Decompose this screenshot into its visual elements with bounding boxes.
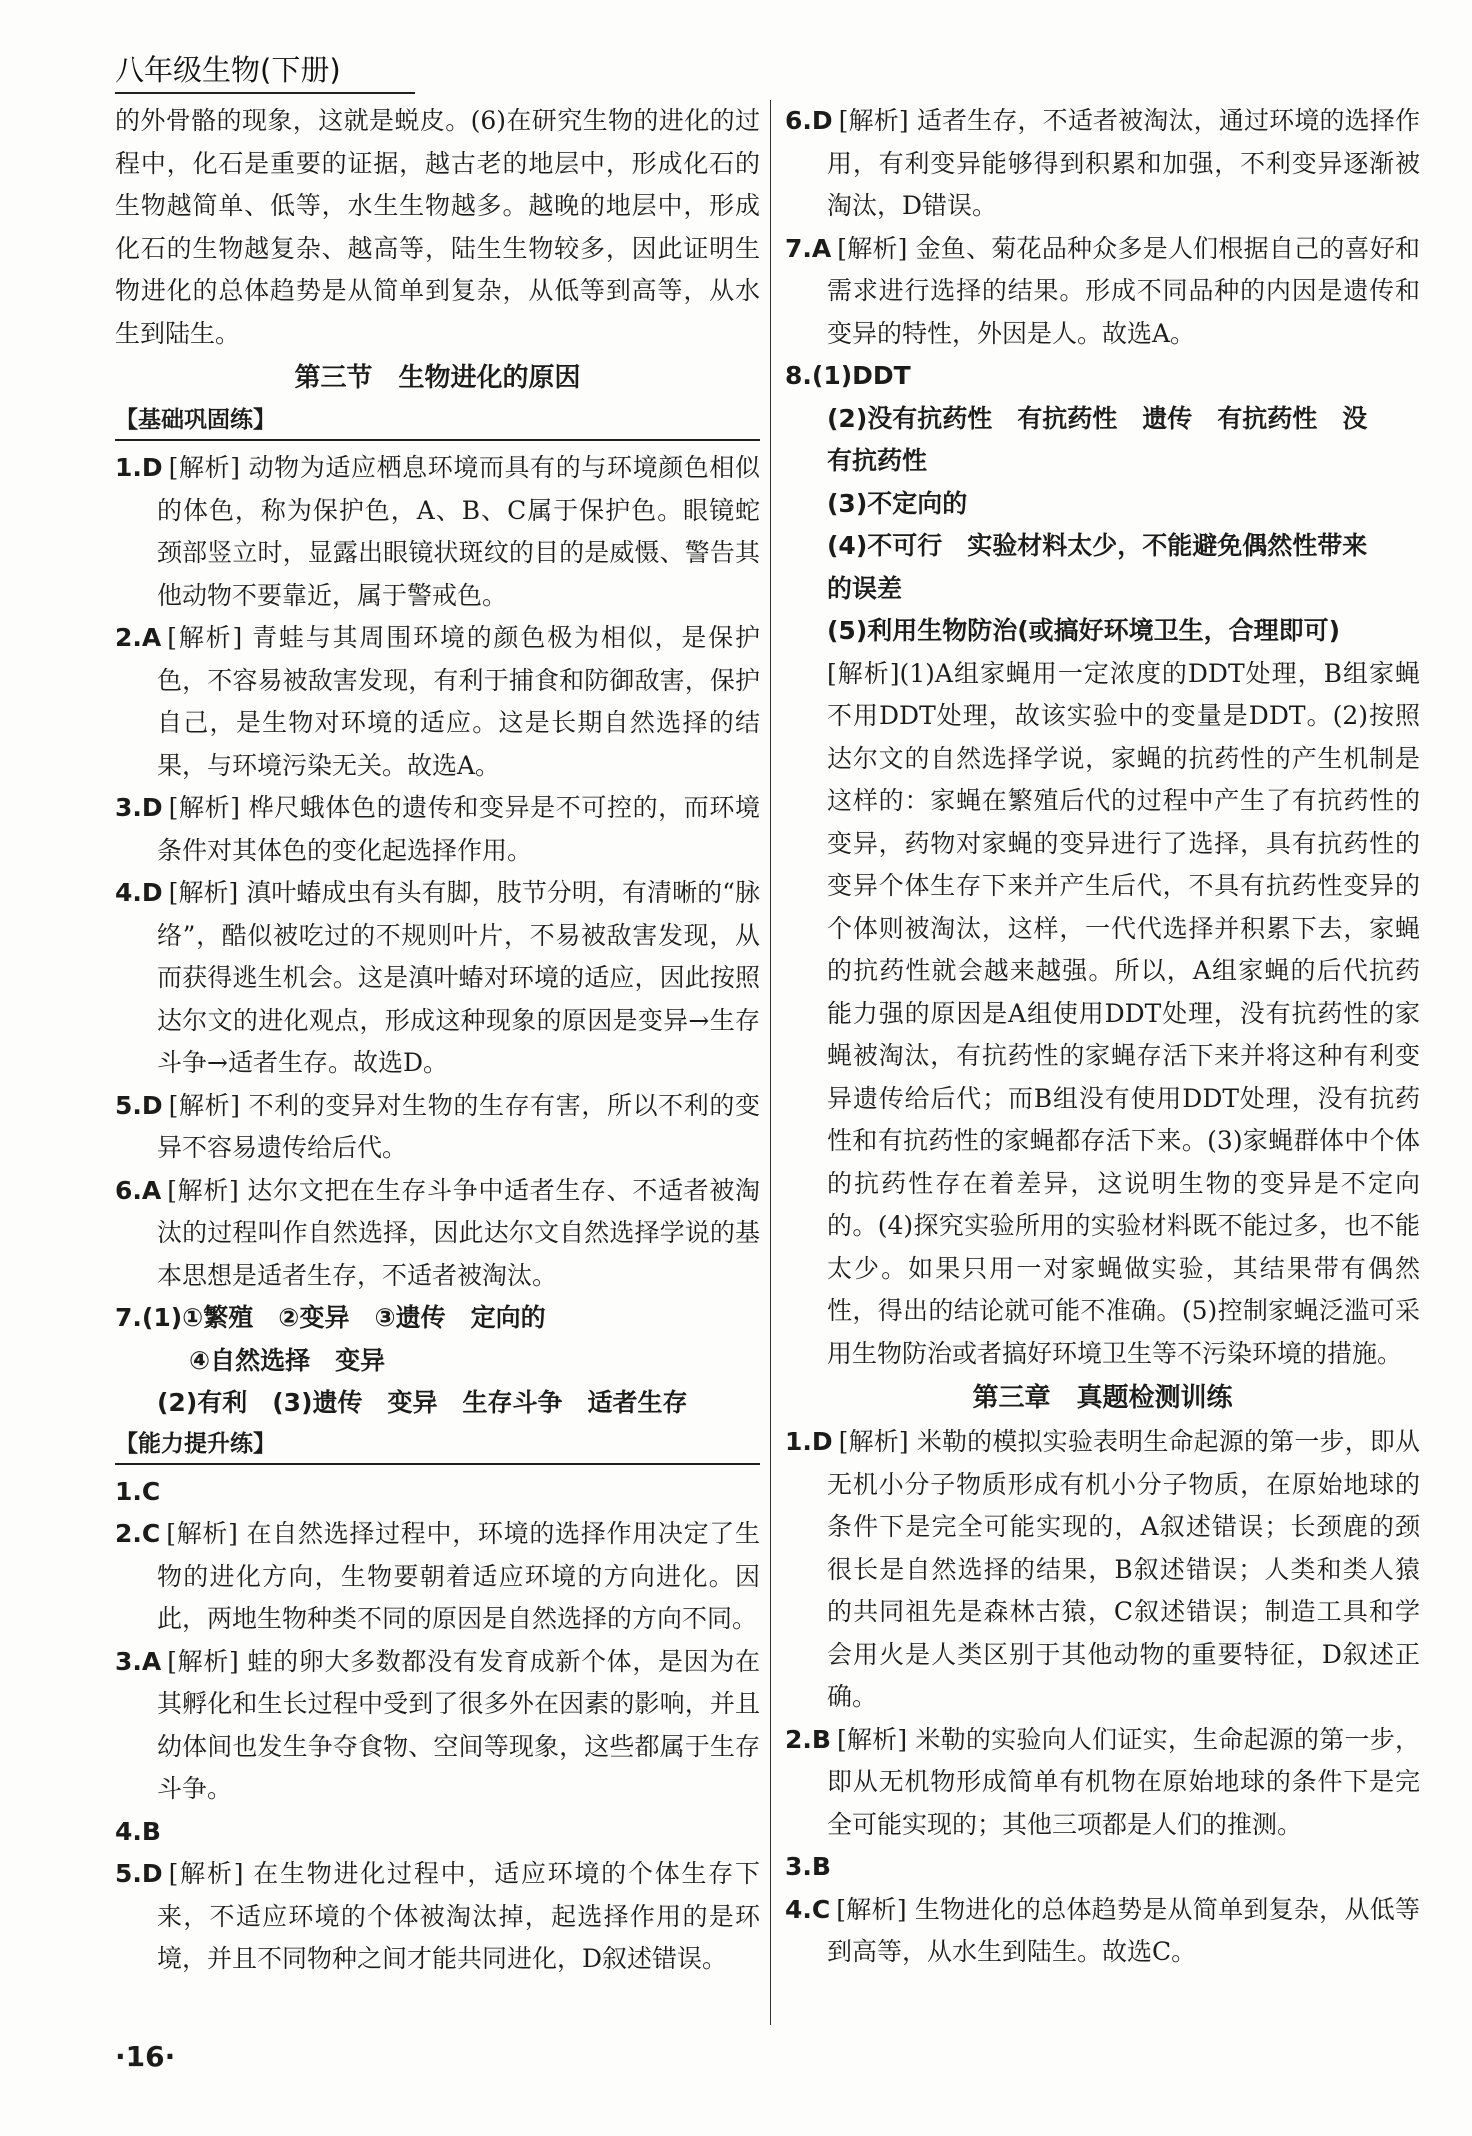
answer-text: 米勒的模拟实验表明生命起源的第一步，即从无机小分子物质形成有机小分子物质，在原始地球的条件下是完全可能实现的，A叙述错误；长颈鹿的颈很长是自然选择的结果，B叙述错误；人类和类人猿的共同祖先是森林古猿，C叙述错误；制造工具和学会用火是人类区别于其他动物的重要特征，D叙述正确。 — [827, 1427, 1420, 1711]
analysis-tag: [解析] — [168, 878, 239, 907]
answer-number: 6.D — [785, 106, 833, 135]
analysis-tag: [解析] — [836, 1724, 908, 1754]
answer-item — [115, 1641, 760, 1811]
analysis-tag: [解析] — [167, 1646, 239, 1676]
answer-text: 生物进化的总体趋势是从简单到复杂，从低等到高等，从水生到陆生。故选C。 — [827, 1894, 1420, 1966]
analysis-tag: [解析] — [838, 1427, 909, 1456]
analysis-tag: [解析] — [838, 106, 909, 135]
answer-text: 青蛙与其周围环境的颜色极为相似，是保护色，不容易被敌害发现，有利于捕食和防御敌害，保护自己，是生物对环境的适应。这是长期自然选择的结果，与环境污染无关。故选A。 — [157, 623, 760, 780]
q8-line-6: 的误差 — [827, 573, 903, 603]
answer-item — [785, 1889, 1420, 1974]
right-column — [785, 100, 1420, 2036]
answer-number: 4.B — [115, 1816, 161, 1846]
analysis-tag: [解析] — [837, 233, 908, 263]
answer-number: 1.D — [785, 1427, 833, 1456]
answer-text: 金鱼、菊花品种众多是人们根据自己的喜好和需求进行选择的结果。形成不同品种的内因是遗传和变异的特性，外因是人。故选A。 — [827, 233, 1420, 348]
answer-item — [115, 1170, 760, 1298]
column-divider — [770, 100, 771, 2025]
answer-number: 1.C — [115, 1476, 161, 1506]
page-number: ·16· — [115, 2040, 176, 2073]
answer-number: 2.A — [115, 623, 162, 652]
answer-number: 5.D — [115, 1859, 163, 1888]
answer-item — [115, 1853, 760, 1981]
q8-line-1: 8.(1)DDT — [785, 361, 911, 390]
answer-item — [115, 1085, 760, 1170]
answer-number: 6.A — [115, 1175, 162, 1205]
answer-text: 适者生存，不适者被淘汰，通过环境的选择作用，有利变异能够得到积累和加强，不利变异逐渐被淘汰，D错误。 — [827, 106, 1420, 220]
q7-line-1: 7.(1)①繁殖 ②变异 ③遗传 定向的 — [115, 1303, 546, 1332]
answer-text: 蛙的卵大多数都没有发育成新个体，是因为在其孵化和生长过程中受到了很多外在因素的影响，并且幼体间也发生争夺食物、空间等现象，这些都属于生存斗争。 — [157, 1646, 760, 1803]
answer-item — [115, 1471, 760, 1514]
basic-practice-label: 【基础巩固练】 — [115, 401, 760, 441]
answer-item — [115, 1811, 760, 1854]
answer-item — [115, 447, 760, 617]
answer-text: 在自然选择过程中，环境的选择作用决定了生物的进化方向，生物要朝着适应环境的方向进化。因此，两地生物种类不同的原因是自然选择的方向不同。 — [157, 1519, 760, 1633]
answer-text: 达尔文把在生存斗争中适者生存、不适者被淘汰的过程叫作自然选择，因此达尔文自然选择学说的基本思想是适者生存，不适者被淘汰。 — [157, 1175, 760, 1290]
answer-item — [115, 872, 760, 1085]
answer-text: 动物为适应栖息环境而具有的与环境颜色相似的体色，称为保护色，A、B、C属于保护色。眼镜蛇颈部竖立时，显露出眼镜状斑纹的目的是威慑、警告其他动物不要靠近，属于警戒色。 — [157, 453, 760, 610]
answer-number: 7.A — [785, 233, 832, 263]
q7-line-3: (2)有利 (3)遗传 变异 生存斗争 适者生存 — [157, 1388, 688, 1417]
q8-line-4: (3)不定向的 — [827, 488, 968, 518]
answer-item — [785, 1719, 1420, 1847]
chapter-title: 第三章 真题检测训练 — [972, 1383, 1233, 1413]
answer-item — [785, 1846, 1420, 1889]
answer-number: 4.C — [785, 1894, 831, 1924]
analysis-tag: [解析] — [167, 1175, 239, 1205]
answer-number: 2.C — [115, 1519, 161, 1548]
q8-line-5: (4)不可行 实验材料太少，不能避免偶然性带来 — [827, 531, 1368, 560]
intro-paragraph: 的外骨骼的现象，这就是蜕皮。(6)在研究生物的进化的过程中，化石是重要的证据，越古老的地层中，形成化石的生物越简单、低等，水生生物越多。越晚的地层中，形成化石的生物越复杂、越高等，陆生生物较多，因此证明生物进化的总体趋势是从简单到复杂，从低等到高等，从水生到陆生。 — [115, 106, 760, 348]
answer-item — [115, 1513, 760, 1641]
q8-line-7: (5)利用生物防治(或搞好环境卫生，合理即可) — [827, 616, 1341, 645]
answer-number: 3.B — [785, 1852, 831, 1881]
answer-text: 在生物进化过程中，适应环境的个体生存下来，不适应环境的个体被淘汰掉，起选择作用的是环境，并且不同物种之间才能共同进化，D叙述错误。 — [157, 1859, 760, 1973]
q8-line-3: 有抗药性 — [827, 446, 928, 475]
analysis-tag: [解析] — [836, 1894, 907, 1924]
analysis-tag: [解析] — [168, 1090, 240, 1120]
analysis-tag: [解析] — [166, 1519, 238, 1548]
answer-number: 3.D — [115, 793, 163, 822]
answer-item — [785, 1421, 1420, 1719]
answer-number: 4.D — [115, 878, 163, 907]
analysis-tag: [解析] — [168, 453, 240, 482]
answer-text: 滇叶蝽成虫有头有脚，肢节分明，有清晰的“脉络”，酷似被吃过的不规则叶片，不易被敌害发现，从而获得逃生机会。这是滇叶蝽对环境的适应，因此按照达尔文的进化观点，形成这种现象的原因是变异→生存斗争→适者生存。故选D。 — [157, 878, 760, 1077]
answer-item — [115, 617, 760, 787]
answer-text: 米勒的实验向人们证实，生命起源的第一步，即从无机物形成简单有机物在原始地球的条件下是完全可能实现的；其他三项都是人们的推测。 — [827, 1724, 1420, 1839]
analysis-tag: [解析] — [168, 1859, 244, 1888]
q8-analysis: [解析](1)A组家蝇用一定浓度的DDT处理，B组家蝇不用DDT处理，故该实验中的变量是DDT。(2)按照达尔文的自然选择学说，家蝇的抗药性的产生机制是这样的：家蝇在繁殖后代的过程中产生了有抗药性的变异，药物对家蝇的变异进行了选择，具有抗药性的变异个体生存下来并产生后代，不具有抗药性变异的个体则被淘汰，这样，一代代选择并积累下去，家蝇的抗药性就会越来越强。所以，A组家蝇的后代抗药能力强的原因是A组使用DDT处理，没有抗药性的家蝇被淘汰，有抗药性的家蝇存活下来并将这种有利变异遗传给后代；而B组没有使用DDT处理，没有抗药性和有抗药性的家蝇都存活下来。(3)家蝇群体中个体的抗药性存在着差异，这说明生物的变异是不定向的。(4)探究实验所用的实验材料既不能过多，也不能太少。如果只用一对家蝇做实验，其结果带有偶然性，得出的结论就可能不准确。(5)控制家蝇泛滥可采用生物防治或者搞好环境卫生等不污染环境的措施。 — [827, 658, 1420, 1368]
answer-item — [785, 228, 1420, 356]
answer-text: 桦尺蛾体色的遗传和变异是不可控的，而环境条件对其体色的变化起选择作用。 — [157, 793, 760, 865]
section-title: 第三节 生物进化的原因 — [294, 363, 581, 393]
q7-line-2: ④自然选择 变异 — [189, 1345, 386, 1375]
left-column — [115, 100, 760, 2036]
header-rule — [115, 92, 415, 94]
ability-practice-label: 【能力提升练】 — [115, 1425, 760, 1465]
q8-line-2: (2)没有抗药性 有抗药性 遗传 有抗药性 没 — [827, 403, 1368, 433]
answer-number: 1.D — [115, 453, 163, 482]
answer-text: 不利的变异对生物的生存有害，所以不利的变异不容易遗传给后代。 — [157, 1090, 760, 1162]
answer-number: 5.D — [115, 1090, 163, 1120]
analysis-tag: [解析] — [168, 793, 240, 822]
answer-item — [115, 787, 760, 872]
answer-number: 3.A — [115, 1646, 162, 1676]
answer-number: 2.B — [785, 1724, 831, 1754]
page-header-title: 八年级生物(下册) — [115, 53, 341, 87]
analysis-tag: [解析] — [167, 623, 243, 652]
answer-item — [785, 100, 1420, 228]
